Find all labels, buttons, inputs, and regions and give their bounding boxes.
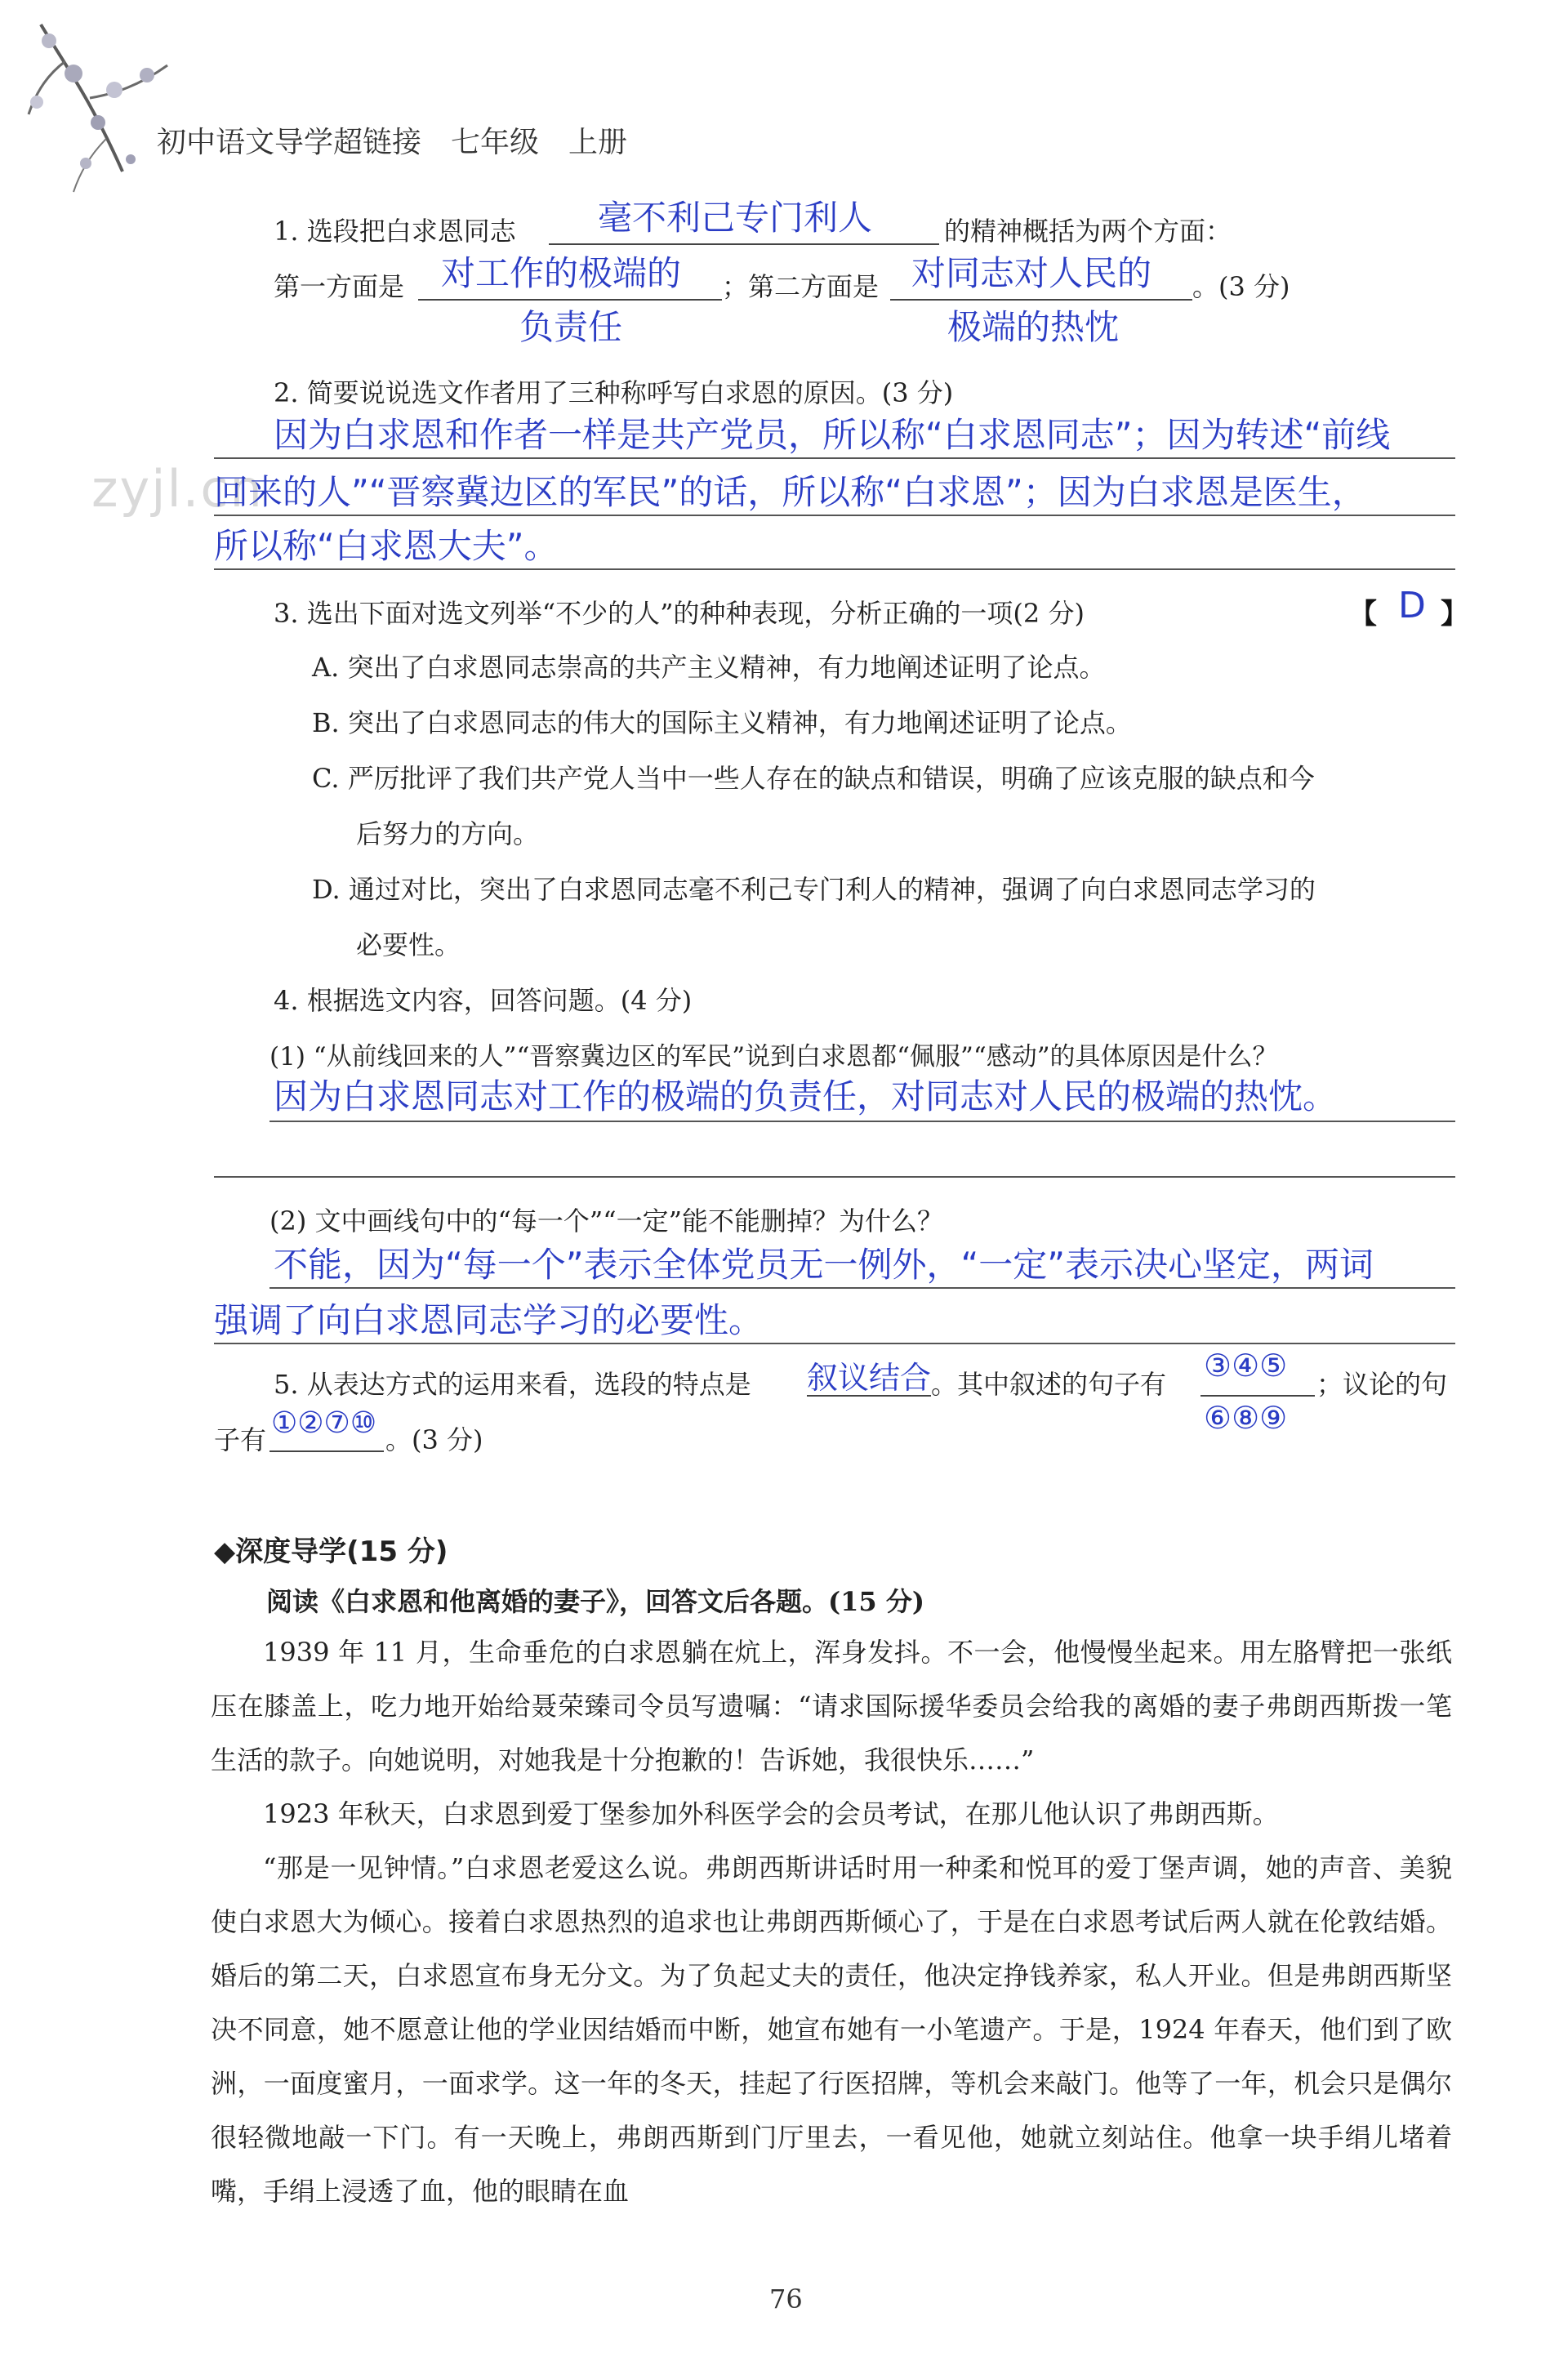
q2-answer-rule-3 [214,568,1455,570]
q4-answer-2-rule-1 [270,1287,1455,1289]
q1-line2-middle: ；第二方面是 [722,271,880,302]
reading-passage [211,1625,1452,2218]
q5-discussion-blank[interactable] [270,1450,384,1452]
q3-answer[interactable]: D [1398,585,1426,626]
deep-study-heading: ◆深度导学(15 分) [214,1535,448,1568]
q1-score: 。(3 分) [1192,271,1290,302]
q2-answer-rule-1 [214,457,1455,459]
q1-line2-start: 第一方面是 [274,271,405,302]
q2-answer-line-3: 所以称“白求恩大夫”。 [214,526,559,566]
q4-answer-2-rule-2 [214,1343,1455,1344]
q4-prompt: 4. 根据选文内容，回答问题。(4 分) [274,985,693,1016]
q3-prompt: 3. 选出下面对选文列举“不少的人”的种种表现，分析正确的一项(2 分) [274,598,1085,629]
q1-answer-first-aspect-2: 负责任 [519,307,623,347]
q5-line1-start: 5. 从表达方式的运用来看，选段的特点是 [274,1369,751,1400]
q5-line1-end: ；议论的句 [1316,1369,1448,1400]
q4-answer-1: 因为白求恩同志对工作的极端的负责任，对同志对人民的极端的热忱。 [274,1076,1338,1116]
q5-answer-feature: 叙议结合 [807,1360,932,1396]
q4-answer-2-line-1: 不能，因为“每一个”表示全体党员无一例外，“一定”表示决心坚定，两词 [274,1245,1374,1285]
q3-option-a: A. 突出了白求恩同志崇高的共产主义精神，有力地阐述证明了论点。 [312,652,1106,683]
q1-answer-second-aspect-1: 对同志对人民的 [911,253,1152,293]
q1-line1-start: 1. 选段把白求恩同志 [274,216,516,247]
q3-bracket-close: 】 [1441,598,1468,631]
q3-option-c-line-1: C. 严厉批评了我们共产党人当中一些人存在的缺点和错误，明确了应该克服的缺点和今 [312,763,1315,794]
q1-line1-end: 的精神概括为两个方面： [944,216,1232,247]
q5-score: 。(3 分) [385,1424,483,1455]
q5-answer-narrative-1: ③④⑤ [1204,1348,1288,1384]
q2-answer-rule-2 [214,515,1455,516]
q4-answer-2-line-2: 强调了向白求恩同志学习的必要性。 [214,1300,764,1340]
q3-option-c-line-2: 后努力的方向。 [356,818,540,849]
q5-narrative-blank[interactable] [1200,1395,1315,1397]
watermark: zyjl.cn [91,459,264,519]
q5-answer-narrative-2: ⑥⑧⑨ [1204,1400,1288,1436]
q2-answer-line-1: 因为白求恩和作者一样是共产党员，所以称“白求恩同志”；因为转述“前线 [274,415,1391,455]
reading-instruction: 阅读《白求恩和他离婚的妻子》，回答文后各题。(15 分) [266,1586,924,1617]
q1-answer-second-aspect-2: 极端的热忱 [947,307,1120,347]
q1-spirit-blank[interactable] [549,243,939,245]
q3-option-d-line-1: D. 通过对比，突出了白求恩同志毫不利己专门利人的精神，强调了向白求恩同志学习的 [312,874,1316,905]
q3-option-b: B. 突出了白求恩同志的伟大的国际主义精神，有力地阐述证明了论点。 [312,707,1132,738]
passage-paragraph: 1923 年秋天，白求恩到爱丁堡参加外科医学会的会员考试，在那儿他认识了弗朗西斯。 [263,1798,1279,1829]
q3-option-d-line-2: 必要性。 [356,929,461,960]
q1-answer-first-aspect-1: 对工作的极端的 [441,253,682,293]
passage-paragraph: “那是一见钟情。”白求恩老爱这么说。弗朗西斯讲话时用一种柔和悦耳的爱丁堡声调，她的声音、美貌使白求恩大为倾心。接着白求恩热烈的追求也让弗朗西斯倾心了，于是在白求恩考试后两人就在伦敦结婚。婚后的第二天，白求恩宣布身无分文。为了负起丈夫的责任，他决定挣钱养家，私人开业。但是弗朗西斯坚决不同意，她不愿意让他的学业因结婚而中断，她宣布她有一小笔遗产。于是，1924 年春天，他们到了欧洲，一面度蜜月，一面求学。这一年的冬天，挂起了行医招牌，等机会来敲门。他等了一年，机会只是偶尔很轻微地敲一下门。有一天晚上，弗朗西斯到门厅里去，一看见他，她就立刻站住。他拿一块手绢儿堵着嘴，手绢上浸透了血，他的眼睛在血 [211,1852,1452,2207]
q4-sub-question-1: (1) “从前线回来的人”“晋察冀边区的军民”说到白求恩都“佩服”“感动”的具体原因是什么？ [270,1042,1278,1072]
q3-bracket-open: 【 [1349,598,1377,631]
plum-blossom-decoration [16,16,180,204]
book-title-header: 初中语文导学超链接 七年级 上册 [157,126,628,159]
q4-answer-1-rule-1 [270,1121,1455,1122]
q2-prompt: 2. 简要说说选文作者用了三种称呼写白求恩的原因。(3 分) [274,377,954,408]
q5-line2-start: 子有 [214,1424,267,1455]
q1-answer-spirit: 毫不利己专门利人 [598,198,873,238]
q5-answer-discussion: ①②⑦⑩ [271,1406,377,1440]
passage-paragraph: 1939 年 11 月，生命垂危的白求恩躺在炕上，浑身发抖。不一会，他慢慢坐起来。用左胳臂把一张纸压在膝盖上，吃力地开始给聂荣臻司令员写遗嘱：“请求国际援华委员会给我的离婚的妻子弗朗西斯拨一笔生活的款子。向她说明，对她我是十分抱歉的！告诉她，我很快乐……” [211,1637,1452,1776]
q4-sub-question-2: (2) 文中画线句中的“每一个”“一定”能不能删掉？为什么？ [270,1205,943,1237]
q2-answer-line-2: 回来的人”“晋察冀边区的军民”的话，所以称“白求恩”；因为白求恩是医生， [214,472,1366,512]
q5-line1-middle: 。其中叙述的句子有 [931,1369,1167,1400]
q4-answer-1-rule-2 [214,1176,1455,1178]
page-number: 76 [769,2284,803,2315]
